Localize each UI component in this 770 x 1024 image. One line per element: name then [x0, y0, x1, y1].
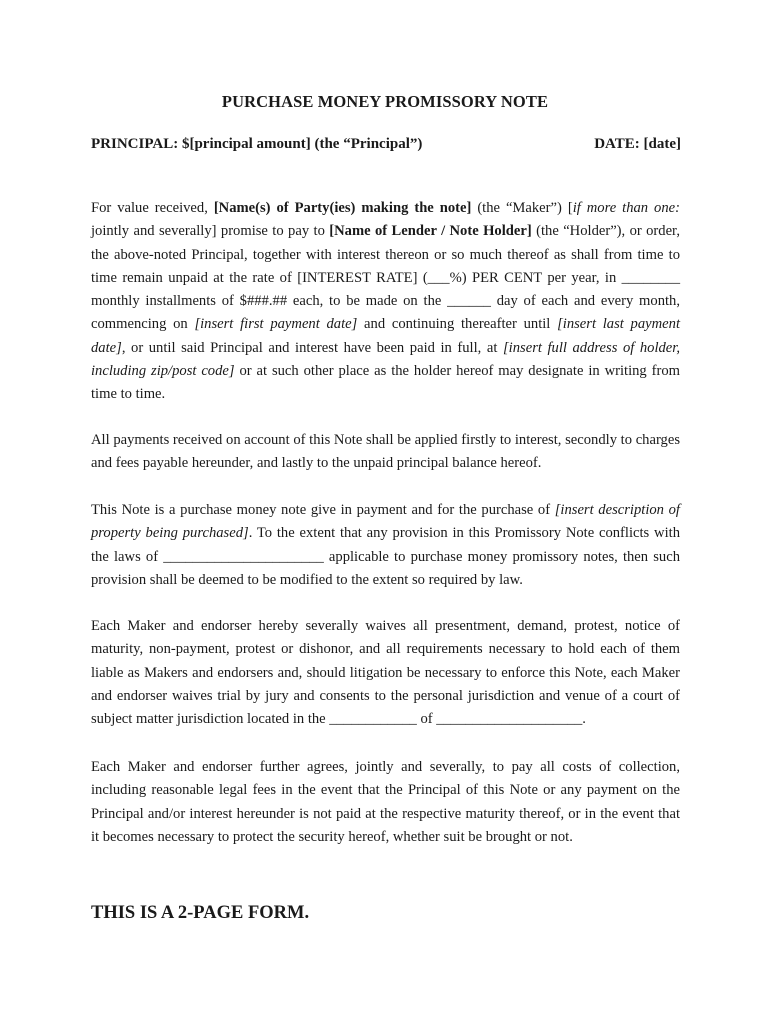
date-line: DATE: [date]	[594, 136, 681, 152]
last-payment-placeholder: [insert last payment date]	[91, 316, 680, 356]
text-run: (the “Holder”), or order, the above-noted Principal, together with interest thereon or so much thereof as shall from time to time remain unpaid at the rate of [INTEREST RATE] (___%) PER CENT per year, in ________ monthly installments of $###.## each, to be made on the ______ day of each and every month, commencing on	[91, 223, 680, 333]
waiver-paragraph: Each Maker and endorser hereby severally waives all presentment, demand, protest, notice of maturity, non-payment, protest or dishonor, and all requirements necessary to hold each of them liable as Makers and endorsers and, should litigation be necessary to enforce this Note, each Maker and endorser waives trial by jury and consents to the personal jurisdiction and venue of a court of subject matter jurisdiction located in the ____________ of ____________________.	[91, 618, 680, 728]
page-count-notice: THIS IS A 2-PAGE FORM.	[91, 903, 310, 923]
text-run: , or until said Principal and interest have been paid in full, at	[121, 339, 503, 356]
italic-run: if more than one:	[572, 200, 680, 216]
payment-terms-paragraph	[91, 197, 680, 407]
collection-costs-paragraph: Each Maker and endorser further agrees, jointly and severally, to pay all costs of collection, including reasonable legal fees in the event that the Principal of this Note or any payment on the Principal and/or interest hereunder is not paid at the respective maturity thereof, or in the event that it becomes necessary to protect the security hereof, whether suit be brought or not.	[91, 759, 680, 845]
property-description-placeholder: [insert description of property being purchased]	[91, 502, 680, 542]
payment-application-paragraph: All payments received on account of this Note shall be applied firstly to interest, secondly to charges and fees payable hereunder, and lastly to the unpaid principal balance hereof.	[91, 432, 680, 472]
text-run: or at such other place as the holder hereof may designate in writing from time to time.	[91, 363, 680, 403]
first-payment-placeholder: [insert first payment date]	[194, 316, 358, 333]
maker-placeholder: [Name(s) of Party(ies) making the note]	[213, 200, 472, 216]
text-run: . To the extent that any provision in this Promissory Note conflicts with the laws of ______________________ applicable to purchase money promissory notes, then such provision shall be deemed to be modified to the extent so required by law.	[91, 525, 680, 588]
text-run: (the “Maker”) [	[471, 200, 573, 216]
text-run: For value received,	[91, 200, 214, 216]
holder-placeholder: [Name of Lender / Note Holder]	[329, 223, 532, 240]
holder-address-placeholder: [insert full address of holder, including zip/post code]	[91, 339, 680, 380]
text-run: jointly and severally] promise to pay to	[91, 223, 330, 240]
purchase-money-paragraph	[91, 499, 680, 592]
text-run: and continuing thereafter until	[357, 316, 558, 333]
text-run: This Note is a purchase money note give in payment and for the purchase of	[91, 502, 555, 518]
document-title: PURCHASE MONEY PROMISSORY NOTE	[221, 92, 549, 111]
header-row	[91, 136, 681, 153]
principal-line: PRINCIPAL: $[principal amount] (the “Principal”)	[91, 136, 423, 152]
